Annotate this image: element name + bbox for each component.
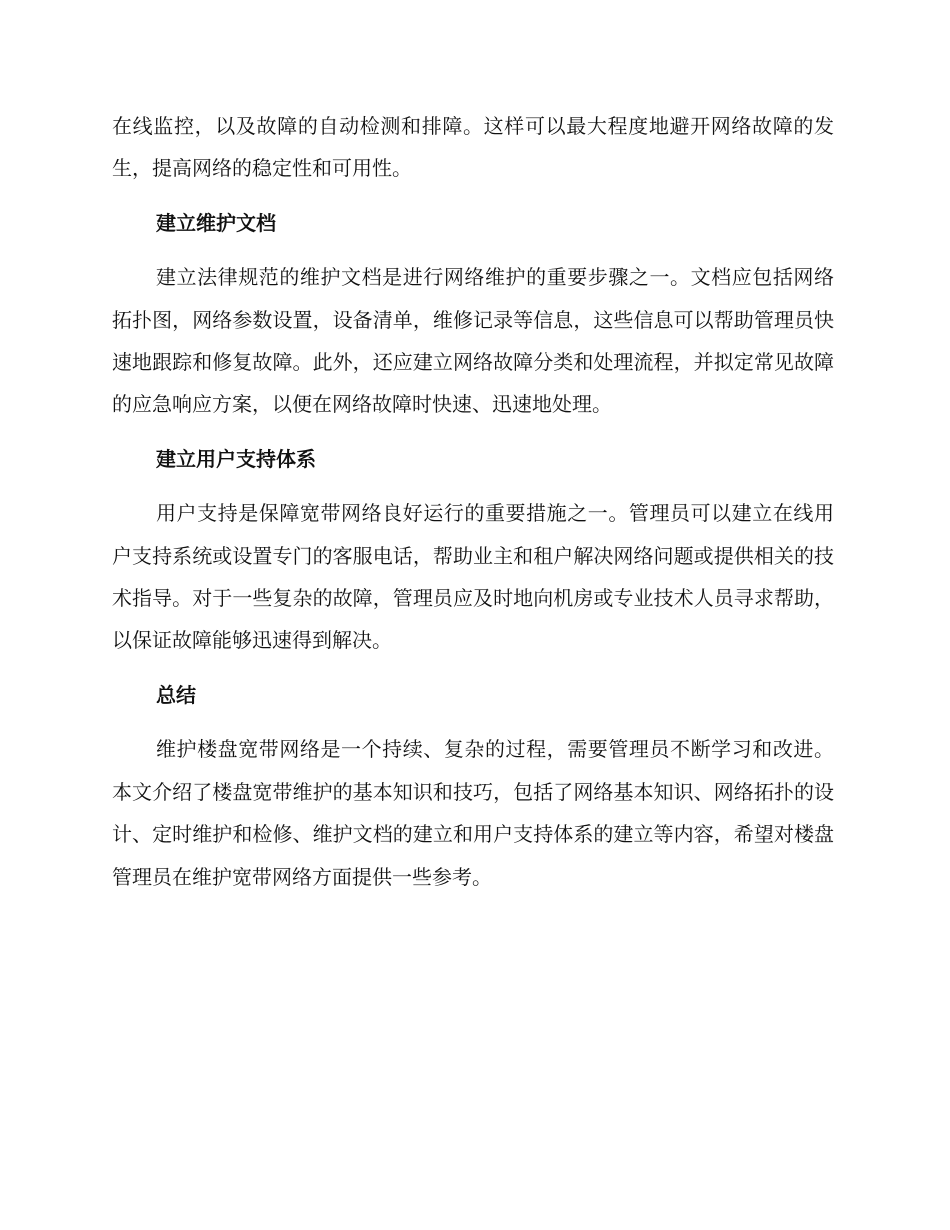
- section-body: 用户支持是保障宽带网络良好运行的重要措施之一。管理员可以建立在线用户支持系统或设置专门的客服电话，帮助业主和租户解决网络问题或提供相关的技术指导。对于一些复杂的故障，管理员应及时地向机房或专业技术人员寻求帮助，以保证故障能够迅速得到解决。: [112, 501, 834, 653]
- section-user-support: [112, 438, 834, 662]
- section-heading: 建立维护文档: [156, 210, 276, 235]
- section-heading: 建立用户支持体系: [156, 446, 316, 471]
- section-body: 建立法律规范的维护文档是进行网络维护的重要步骤之一。文档应包括网络拓扑图，网络参数设置，设备清单，维修记录等信息，这些信息可以帮助管理员快速地跟踪和修复故障。此外，还应建立网络故障分类和处理流程，并拟定常见故障的应急响应方案，以便在网络故障时快速、迅速地处理。: [112, 265, 834, 417]
- continuation-paragraph: 在线监控，以及故障的自动检测和排障。这样可以最大程度地避开网络故障的发生，提高网络的稳定性和可用性。: [112, 114, 834, 181]
- section-body: 维护楼盘宽带网络是一个持续、复杂的过程，需要管理员不断学习和改进。本文介绍了楼盘宽带维护的基本知识和技巧，包括了网络基本知识、网络拓扑的设计、定时维护和检修、维护文档的建立和用户支持体系的建立等内容，希望对楼盘管理员在维护宽带网络方面提供一些参考。: [112, 737, 834, 889]
- document-page: [112, 105, 834, 898]
- section-summary: [112, 674, 834, 898]
- section-maintenance-docs: [112, 202, 834, 426]
- section-heading: 总结: [156, 682, 196, 707]
